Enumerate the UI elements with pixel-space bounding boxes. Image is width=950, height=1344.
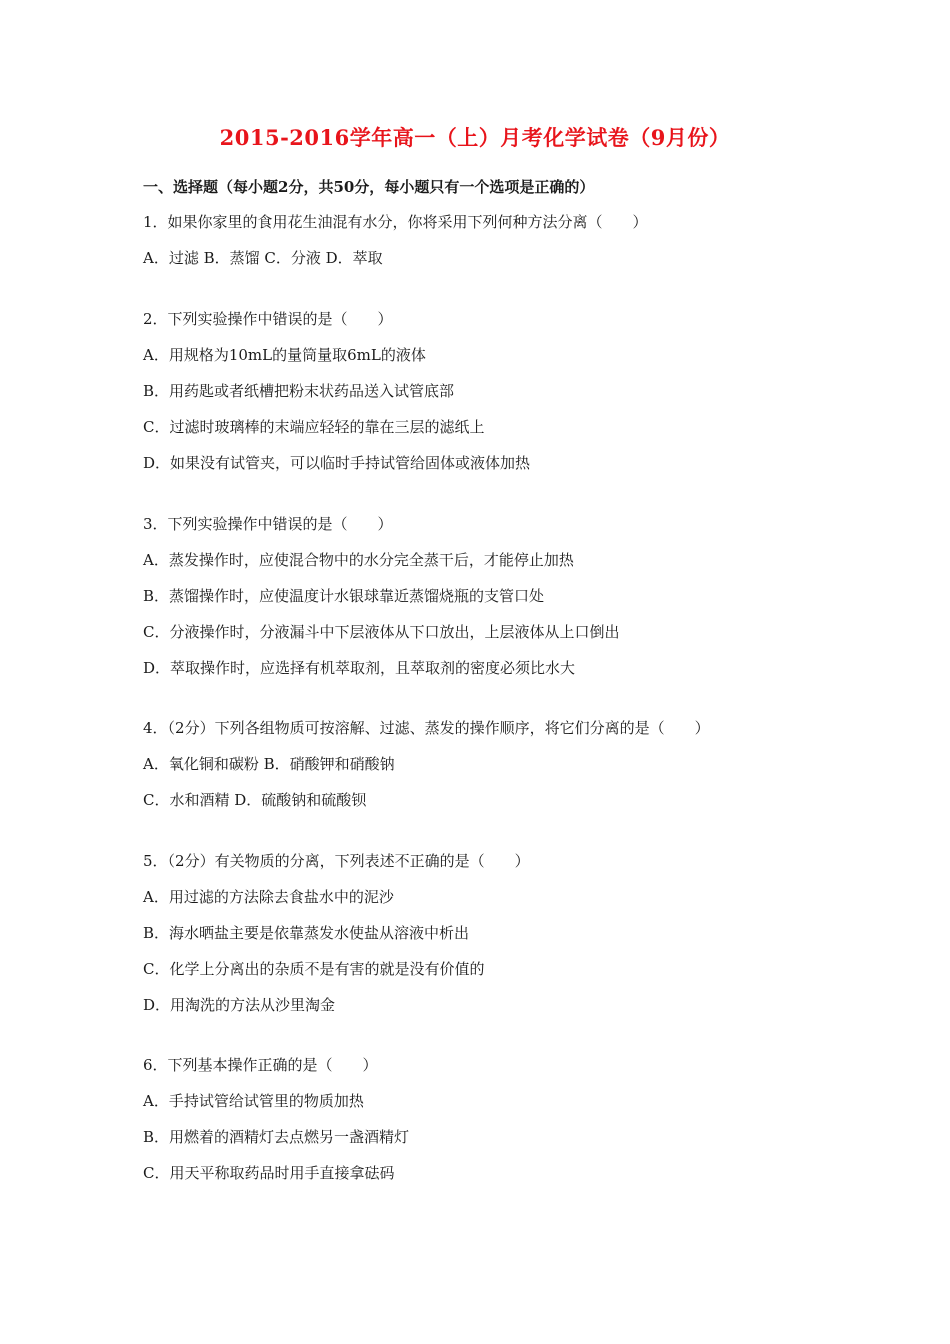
question-4-options-cd: C．水和酒精 D．硫酸钠和硫酸钡	[143, 791, 367, 809]
question-3-option-c: C．分液操作时，分液漏斗中下层液体从下口放出，上层液体从上口倒出	[143, 623, 620, 641]
question-5-option-a: A．用过滤的方法除去食盐水中的泥沙	[143, 888, 394, 906]
question-3-option-b: B．蒸馏操作时，应使温度计水银球靠近蒸馏烧瓶的支管口处	[143, 587, 545, 605]
question-6-option-c: C．用天平称取药品时用手直接拿砝码	[143, 1164, 395, 1182]
question-4-options-ab: A．氧化铜和碳粉 B．硝酸钾和硝酸钠	[143, 755, 395, 773]
question-6-stem: 6．下列基本操作正确的是（ ）	[143, 1056, 378, 1074]
question-6-option-b: B．用燃着的酒精灯去点燃另一盏酒精灯	[143, 1128, 410, 1146]
exam-title: 2015-2016学年高一（上）月考化学试卷（9月份）	[219, 125, 731, 150]
question-2-option-b: B．用药匙或者纸槽把粉末状药品送入试管底部	[143, 382, 455, 400]
question-2-option-d: D．如果没有试管夹，可以临时手持试管给固体或液体加热	[143, 454, 531, 472]
question-4-stem: 4．（2分）下列各组物质可按溶解、过滤、蒸发的操作顺序，将它们分离的是（ ）	[143, 719, 710, 737]
question-3-option-a: A．蒸发操作时，应使混合物中的水分完全蒸干后，才能停止加热	[143, 551, 574, 569]
question-5-stem: 5．（2分）有关物质的分离，下列表述不正确的是（ ）	[143, 852, 530, 870]
question-2-option-c: C．过滤时玻璃棒的末端应轻轻的靠在三层的滤纸上	[143, 418, 485, 436]
section-heading: 一、选择题（每小题2分，共50分，每小题只有一个选项是正确的）	[143, 178, 595, 196]
question-3-option-d: D．萃取操作时，应选择有机萃取剂，且萃取剂的密度必须比水大	[143, 659, 576, 677]
question-5-option-d: D．用淘洗的方法从沙里淘金	[143, 996, 336, 1014]
question-6-option-a: A．手持试管给试管里的物质加热	[143, 1092, 364, 1110]
question-3-stem: 3．下列实验操作中错误的是（ ）	[143, 515, 393, 533]
question-5-option-c: C．化学上分离出的杂质不是有害的就是没有价值的	[143, 960, 485, 978]
question-5-option-b: B．海水晒盐主要是依靠蒸发水使盐从溶液中析出	[143, 924, 470, 942]
question-1-options: A．过滤 B．蒸馏 C．分液 D．萃取	[143, 249, 383, 267]
question-2-stem: 2．下列实验操作中错误的是（ ）	[143, 310, 393, 328]
question-1-stem: 1．如果你家里的食用花生油混有水分，你将采用下列何种方法分离（ ）	[143, 213, 648, 231]
question-2-option-a: A．用规格为10mL的量筒量取6mL的液体	[143, 346, 426, 364]
